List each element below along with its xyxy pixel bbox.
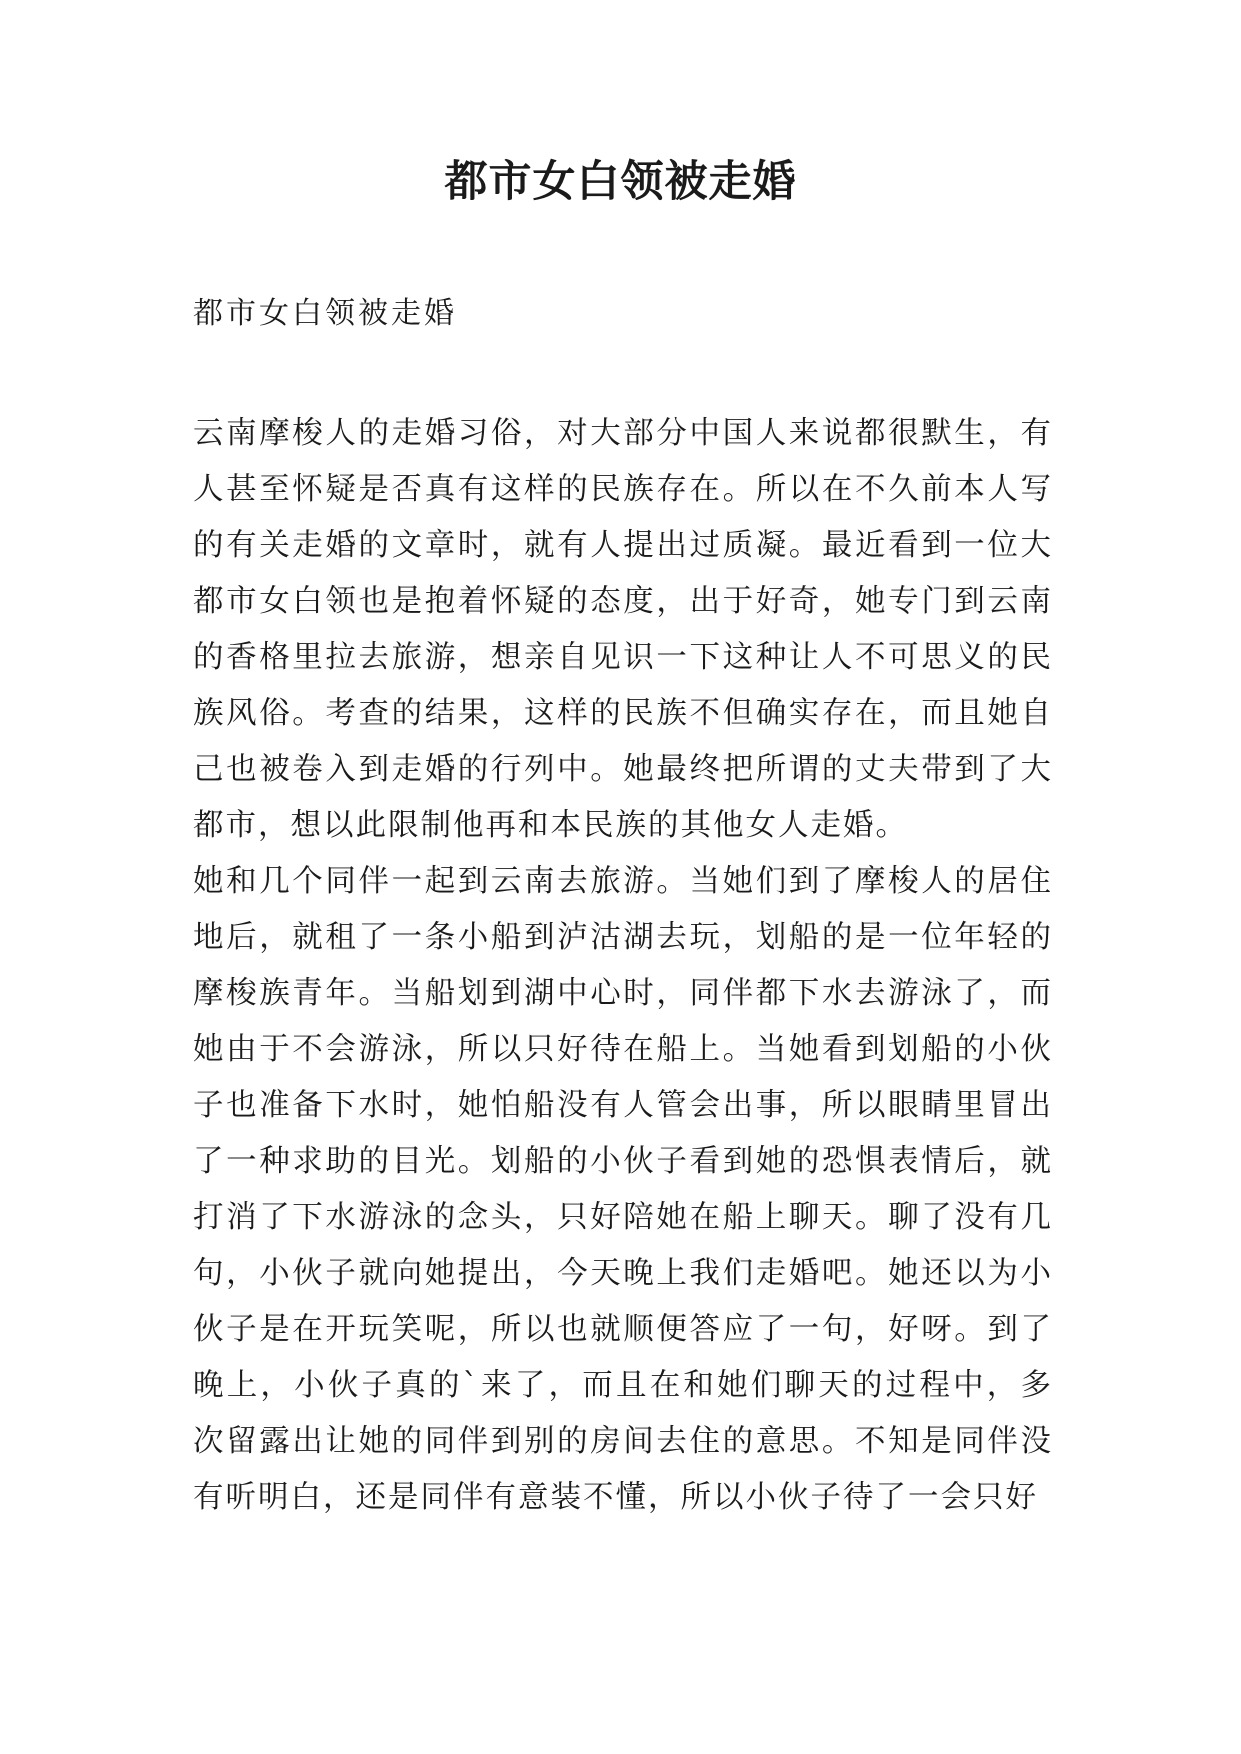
body-paragraph-1: 云南摩梭人的走婚习俗，对大部分中国人来说都很默生，有人甚至怀疑是否真有这样的民族存在。所以在不久前本人写的有关走婚的文章时，就有人提出过质凝。最近看到一位大都市女白领也是抱着怀疑的态度，出于好奇，她专门到云南的香格里拉去旅游，想亲自见识一下这种让人不可思义的民族风俗。考查的结果，这样的民族不但确实存在，而且她自己也被卷入到走婚的行列中。她最终把所谓的丈夫带到了大都市，想以此限制他再和本民族的其他女人走婚。 bbox=[193, 416, 1053, 843]
document-subtitle: 都市女白领被走婚 bbox=[193, 296, 457, 331]
document-body bbox=[193, 406, 1053, 1526]
body-paragraph-2: 她和几个同伴一起到云南去旅游。当她们到了摩梭人的居住地后，就租了一条小船到泸沽湖去玩，划船的是一位年轻的摩梭族青年。当船划到湖中心时，同伴都下水去游泳了，而她由于不会游泳，所以只好待在船上。当她看到划船的小伙子也准备下水时，她怕船没有人管会出事，所以眼睛里冒出了一种求助的目光。划船的小伙子看到她的恐惧表情后，就打消了下水游泳的念头，只好陪她在船上聊天。聊了没有几句，小伙子就向她提出，今天晚上我们走婚吧。她还以为小伙子是在开玩笑呢，所以也就顺便答应了一句，好呀。到了晚上，小伙子真的`来了，而且在和她们聊天的过程中，多次留露出让她的同伴到别的房间去住的意思。不知是同伴没有听明白，还是同伴有意装不懂，所以小伙子待了一会只好 bbox=[193, 864, 1053, 1515]
document-title: 都市女白领被走婚 bbox=[444, 157, 797, 207]
